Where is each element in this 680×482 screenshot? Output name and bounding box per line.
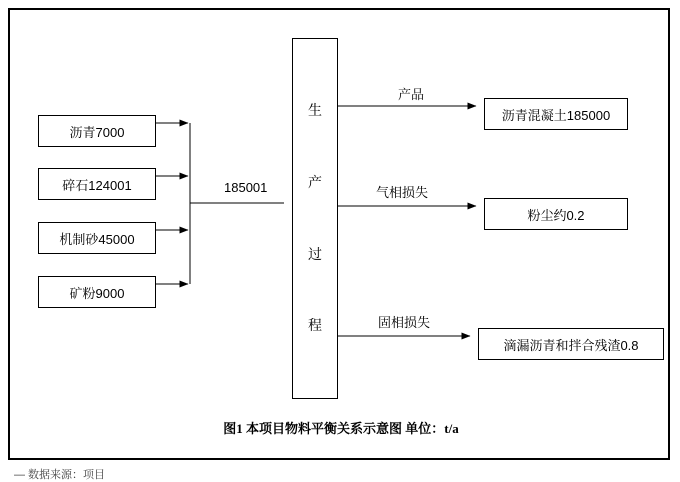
input-box-manufactured-sand: [38, 222, 156, 254]
process-box: [292, 38, 338, 399]
flow-label-product: 产品: [398, 87, 425, 102]
input-label: 沥青7000: [69, 124, 125, 140]
flow-label-gas-loss: 气相损失: [376, 185, 429, 200]
process-char-3: 过: [308, 245, 322, 262]
output-box-dust: [484, 198, 628, 230]
input-label: 碎石124001: [62, 177, 132, 193]
output-label: 粉尘约0.2: [527, 207, 585, 223]
output-label: 沥青混凝土185000: [501, 107, 611, 123]
diagram-frame: [8, 8, 670, 460]
process-char-2: 产: [308, 173, 322, 190]
output-box-asphalt-concrete: [484, 98, 628, 130]
input-box-asphalt: [38, 115, 156, 147]
footer-note: — 数据来源：项目: [14, 469, 106, 481]
figure-caption: 图1 本项目物料平衡关系示意图 单位：t/a: [223, 421, 459, 436]
input-label: 机制砂45000: [59, 231, 135, 247]
input-box-gravel: [38, 168, 156, 200]
input-label: 矿粉9000: [69, 285, 125, 301]
input-box-mineral-powder: [38, 276, 156, 308]
total-flow-label: 185001: [224, 180, 268, 195]
output-box-residue: [478, 328, 664, 360]
flow-label-solid-loss: 固相损失: [378, 315, 431, 330]
output-label: 滴漏沥青和拌合残渣0.8: [503, 337, 639, 353]
process-char-1: 生: [308, 102, 322, 119]
process-char-4: 程: [308, 317, 322, 334]
